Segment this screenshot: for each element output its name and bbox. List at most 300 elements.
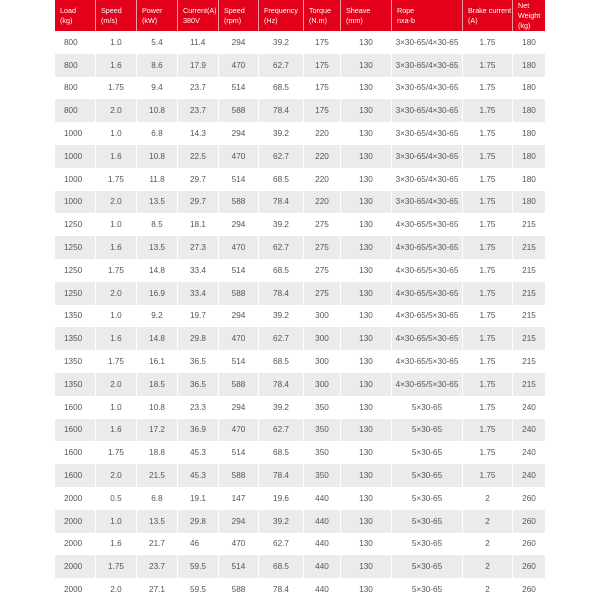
cell-current: 29.7 [178,191,219,214]
cell-frequency: 68.5 [259,441,304,464]
cell-rpm: 514 [219,350,259,373]
cell-brake-current: 1.75 [463,191,513,214]
cell-rope: 4×30-65/5×30-65 [392,305,463,328]
cell-current: 33.4 [178,259,219,282]
cell-torque: 350 [304,419,341,442]
spec-table [55,0,545,601]
cell-net-weight: 215 [513,213,545,236]
cell-torque: 300 [304,305,341,328]
cell-torque: 300 [304,327,341,350]
cell-brake-current: 1.75 [463,31,513,54]
cell-sheave: 130 [341,122,392,145]
table-row [55,305,545,328]
table-row [55,555,545,578]
cell-rope: 4×30-65/5×30-65 [392,327,463,350]
cell-brake-current: 2 [463,510,513,533]
cell-rpm: 470 [219,419,259,442]
cell-rpm: 147 [219,487,259,510]
cell-frequency: 78.4 [259,99,304,122]
column-header-unit: (Hz) [264,16,278,25]
cell-speed: 1.0 [96,31,137,54]
cell-power: 9.2 [137,305,178,328]
table-row [55,578,545,601]
cell-net-weight: 215 [513,350,545,373]
cell-brake-current: 1.75 [463,54,513,77]
cell-brake-current: 1.75 [463,305,513,328]
cell-frequency: 39.2 [259,305,304,328]
cell-rope: 4×30-65/5×30-65 [392,213,463,236]
cell-brake-current: 1.75 [463,77,513,100]
cell-torque: 275 [304,259,341,282]
table-row [55,350,545,373]
cell-sheave: 130 [341,487,392,510]
cell-net-weight: 240 [513,419,545,442]
cell-load: 1000 [55,191,96,214]
cell-rpm: 514 [219,259,259,282]
cell-sheave: 130 [341,350,392,373]
cell-torque: 220 [304,122,341,145]
cell-speed: 1.75 [96,350,137,373]
cell-current: 36.5 [178,350,219,373]
column-header-label: Frequency [264,6,298,15]
cell-load: 2000 [55,533,96,556]
cell-current: 45.3 [178,441,219,464]
cell-net-weight: 180 [513,191,545,214]
cell-rope: 5×30-65 [392,555,463,578]
cell-current: 59.5 [178,555,219,578]
table-row [55,31,545,54]
cell-brake-current: 1.75 [463,419,513,442]
column-header-label: Rope [397,6,415,15]
cell-rope: 5×30-65 [392,464,463,487]
column-header-label: Net Weight [518,1,541,20]
cell-rope: 5×30-65 [392,533,463,556]
cell-current: 11.4 [178,31,219,54]
table-header [55,0,545,31]
cell-torque: 175 [304,77,341,100]
cell-current: 33.4 [178,282,219,305]
cell-load: 1600 [55,441,96,464]
cell-frequency: 68.5 [259,259,304,282]
cell-brake-current: 1.75 [463,168,513,191]
cell-speed: 1.0 [96,396,137,419]
cell-net-weight: 215 [513,373,545,396]
cell-speed: 1.6 [96,54,137,77]
cell-brake-current: 1.75 [463,350,513,373]
cell-rpm: 470 [219,145,259,168]
column-header-label: Speed [101,6,122,15]
column-header-unit: (kg) [60,16,73,25]
cell-rpm: 470 [219,533,259,556]
cell-rpm: 514 [219,555,259,578]
cell-net-weight: 180 [513,77,545,100]
cell-frequency: 39.2 [259,31,304,54]
cell-brake-current: 1.75 [463,236,513,259]
cell-load: 800 [55,54,96,77]
cell-power: 16.9 [137,282,178,305]
cell-power: 10.8 [137,99,178,122]
cell-speed: 1.75 [96,441,137,464]
cell-rope: 5×30-65 [392,441,463,464]
cell-rpm: 514 [219,77,259,100]
cell-speed: 1.6 [96,145,137,168]
cell-rope: 4×30-65/5×30-65 [392,373,463,396]
cell-torque: 275 [304,282,341,305]
cell-brake-current: 1.75 [463,441,513,464]
cell-rpm: 588 [219,99,259,122]
cell-sheave: 130 [341,441,392,464]
cell-net-weight: 180 [513,122,545,145]
table-row [55,441,545,464]
table-row [55,191,545,214]
cell-speed: 1.6 [96,419,137,442]
cell-speed: 1.6 [96,327,137,350]
cell-power: 16.1 [137,350,178,373]
cell-frequency: 78.4 [259,191,304,214]
cell-brake-current: 1.75 [463,282,513,305]
column-header-label: Brake current [468,6,512,15]
cell-sheave: 130 [341,396,392,419]
column-header-unit: (kg) [518,21,531,30]
cell-current: 45.3 [178,464,219,487]
cell-speed: 2.0 [96,464,137,487]
cell-frequency: 78.4 [259,282,304,305]
cell-frequency: 68.5 [259,555,304,578]
cell-torque: 350 [304,464,341,487]
cell-sheave: 130 [341,373,392,396]
cell-net-weight: 180 [513,168,545,191]
cell-net-weight: 180 [513,145,545,168]
cell-frequency: 19.6 [259,487,304,510]
cell-frequency: 62.7 [259,533,304,556]
table-row [55,77,545,100]
cell-speed: 1.75 [96,77,137,100]
column-header-torque [304,0,341,31]
cell-brake-current: 1.75 [463,259,513,282]
cell-load: 800 [55,77,96,100]
cell-rpm: 294 [219,396,259,419]
table-row [55,464,545,487]
column-header-unit: (A) [468,16,478,25]
table-row [55,510,545,533]
cell-current: 29.8 [178,510,219,533]
cell-load: 1600 [55,396,96,419]
column-header-current [178,0,219,31]
cell-frequency: 68.5 [259,350,304,373]
cell-load: 1000 [55,145,96,168]
table-row [55,168,545,191]
cell-rpm: 294 [219,31,259,54]
cell-sheave: 130 [341,99,392,122]
cell-torque: 440 [304,510,341,533]
table-row [55,122,545,145]
cell-rpm: 294 [219,510,259,533]
cell-sheave: 130 [341,77,392,100]
cell-rpm: 588 [219,578,259,601]
table-body [55,31,545,601]
cell-frequency: 39.2 [259,510,304,533]
cell-rpm: 514 [219,441,259,464]
cell-load: 2000 [55,555,96,578]
cell-rope: 3×30-65/4×30-65 [392,191,463,214]
cell-power: 21.7 [137,533,178,556]
cell-net-weight: 240 [513,396,545,419]
table-row [55,533,545,556]
cell-load: 1600 [55,464,96,487]
cell-load: 800 [55,31,96,54]
cell-brake-current: 1.75 [463,122,513,145]
cell-speed: 0.5 [96,487,137,510]
cell-rope: 3×30-65/4×30-65 [392,145,463,168]
cell-net-weight: 215 [513,259,545,282]
cell-net-weight: 260 [513,533,545,556]
cell-rpm: 588 [219,191,259,214]
cell-current: 23.7 [178,99,219,122]
cell-rope: 3×30-65/4×30-65 [392,99,463,122]
cell-current: 27.3 [178,236,219,259]
cell-load: 800 [55,99,96,122]
cell-power: 14.8 [137,327,178,350]
cell-current: 59.5 [178,578,219,601]
table-row [55,282,545,305]
cell-rope: 5×30-65 [392,419,463,442]
cell-rope: 5×30-65 [392,510,463,533]
cell-frequency: 39.2 [259,122,304,145]
cell-rope: 3×30-65/4×30-65 [392,122,463,145]
cell-power: 10.8 [137,396,178,419]
cell-frequency: 62.7 [259,54,304,77]
cell-load: 1350 [55,350,96,373]
column-header-unit: 380V [183,16,200,25]
column-header-power [137,0,178,31]
column-header-rpm [219,0,259,31]
cell-frequency: 68.5 [259,77,304,100]
cell-power: 17.2 [137,419,178,442]
cell-torque: 440 [304,578,341,601]
table-row [55,236,545,259]
cell-load: 1250 [55,282,96,305]
cell-rpm: 514 [219,168,259,191]
cell-rope: 4×30-65/5×30-65 [392,236,463,259]
column-header-label: Load [60,6,76,15]
cell-net-weight: 215 [513,305,545,328]
cell-torque: 300 [304,373,341,396]
cell-power: 27.1 [137,578,178,601]
cell-speed: 2.0 [96,373,137,396]
cell-rpm: 588 [219,373,259,396]
cell-power: 6.8 [137,122,178,145]
column-header-frequency [259,0,304,31]
cell-sheave: 130 [341,213,392,236]
cell-power: 18.5 [137,373,178,396]
cell-rope: 4×30-65/5×30-65 [392,282,463,305]
column-header-unit: nxa-b [397,16,415,25]
cell-brake-current: 1.75 [463,396,513,419]
cell-net-weight: 240 [513,441,545,464]
cell-brake-current: 1.75 [463,464,513,487]
cell-current: 17.9 [178,54,219,77]
cell-speed: 1.0 [96,213,137,236]
cell-speed: 1.75 [96,168,137,191]
cell-sheave: 130 [341,191,392,214]
cell-brake-current: 1.75 [463,213,513,236]
column-header-brake-current [463,0,513,31]
cell-load: 1250 [55,213,96,236]
cell-torque: 175 [304,31,341,54]
cell-net-weight: 260 [513,555,545,578]
cell-rpm: 294 [219,213,259,236]
cell-frequency: 62.7 [259,419,304,442]
cell-speed: 2.0 [96,99,137,122]
cell-sheave: 130 [341,54,392,77]
cell-sheave: 130 [341,510,392,533]
cell-current: 14.3 [178,122,219,145]
cell-sheave: 130 [341,259,392,282]
cell-sheave: 130 [341,555,392,578]
cell-rpm: 470 [219,54,259,77]
column-header-sheave [341,0,392,31]
cell-frequency: 78.4 [259,464,304,487]
cell-rope: 3×30-65/4×30-65 [392,31,463,54]
cell-load: 1000 [55,168,96,191]
cell-brake-current: 2 [463,487,513,510]
cell-frequency: 62.7 [259,327,304,350]
cell-sheave: 130 [341,533,392,556]
column-header-load [55,0,96,31]
table-row [55,419,545,442]
cell-speed: 2.0 [96,578,137,601]
table-row [55,373,545,396]
cell-brake-current: 2 [463,533,513,556]
cell-power: 18.8 [137,441,178,464]
cell-brake-current: 2 [463,578,513,601]
cell-power: 5.4 [137,31,178,54]
cell-net-weight: 215 [513,236,545,259]
cell-torque: 350 [304,396,341,419]
cell-load: 1350 [55,373,96,396]
cell-sheave: 130 [341,168,392,191]
cell-rpm: 470 [219,327,259,350]
cell-current: 19.7 [178,305,219,328]
cell-current: 22.5 [178,145,219,168]
cell-torque: 350 [304,441,341,464]
header-row [55,0,545,31]
cell-net-weight: 215 [513,327,545,350]
cell-rope: 3×30-65/4×30-65 [392,77,463,100]
cell-torque: 175 [304,54,341,77]
cell-frequency: 62.7 [259,145,304,168]
cell-torque: 275 [304,236,341,259]
table-row [55,99,545,122]
column-header-unit: (mm) [346,16,363,25]
cell-rpm: 470 [219,236,259,259]
cell-power: 6.8 [137,487,178,510]
cell-load: 2000 [55,510,96,533]
cell-rope: 3×30-65/4×30-65 [392,54,463,77]
cell-power: 11.8 [137,168,178,191]
cell-torque: 440 [304,533,341,556]
cell-frequency: 62.7 [259,236,304,259]
cell-speed: 1.0 [96,510,137,533]
cell-net-weight: 180 [513,99,545,122]
cell-sheave: 130 [341,305,392,328]
table-row [55,327,545,350]
cell-load: 2000 [55,578,96,601]
column-header-unit: (N.m) [309,16,327,25]
column-header-label: Power [142,6,163,15]
cell-sheave: 130 [341,464,392,487]
cell-speed: 1.75 [96,259,137,282]
cell-load: 1350 [55,327,96,350]
cell-current: 23.3 [178,396,219,419]
cell-net-weight: 260 [513,487,545,510]
table-row [55,145,545,168]
cell-rope: 5×30-65 [392,578,463,601]
cell-sheave: 130 [341,578,392,601]
cell-power: 9.4 [137,77,178,100]
cell-power: 8.5 [137,213,178,236]
cell-torque: 220 [304,145,341,168]
cell-current: 18.1 [178,213,219,236]
cell-rope: 5×30-65 [392,396,463,419]
cell-current: 29.7 [178,168,219,191]
cell-sheave: 130 [341,31,392,54]
cell-power: 8.6 [137,54,178,77]
cell-rope: 3×30-65/4×30-65 [392,168,463,191]
cell-speed: 1.6 [96,236,137,259]
cell-frequency: 78.4 [259,578,304,601]
cell-current: 36.9 [178,419,219,442]
column-header-unit: (kW) [142,16,158,25]
cell-frequency: 68.5 [259,168,304,191]
cell-torque: 440 [304,555,341,578]
column-header-label: Speed [224,6,245,15]
table-row [55,259,545,282]
cell-net-weight: 260 [513,578,545,601]
cell-torque: 220 [304,168,341,191]
cell-speed: 1.75 [96,555,137,578]
cell-power: 13.5 [137,236,178,259]
cell-load: 1250 [55,259,96,282]
cell-net-weight: 240 [513,464,545,487]
cell-load: 1250 [55,236,96,259]
cell-rope: 5×30-65 [392,487,463,510]
cell-current: 29.8 [178,327,219,350]
cell-rope: 4×30-65/5×30-65 [392,350,463,373]
cell-sheave: 130 [341,236,392,259]
cell-rpm: 294 [219,122,259,145]
cell-power: 13.5 [137,191,178,214]
cell-torque: 300 [304,350,341,373]
column-header-label: Sheave [346,6,371,15]
table-row [55,487,545,510]
column-header-speed [96,0,137,31]
cell-sheave: 130 [341,282,392,305]
cell-brake-current: 1.75 [463,327,513,350]
cell-sheave: 130 [341,419,392,442]
cell-speed: 1.6 [96,533,137,556]
column-header-unit: (rpm) [224,16,242,25]
table-row [55,396,545,419]
cell-brake-current: 1.75 [463,373,513,396]
cell-net-weight: 260 [513,510,545,533]
cell-rpm: 588 [219,282,259,305]
cell-current: 19.1 [178,487,219,510]
cell-torque: 220 [304,191,341,214]
cell-power: 14.8 [137,259,178,282]
cell-speed: 2.0 [96,282,137,305]
cell-speed: 1.0 [96,122,137,145]
